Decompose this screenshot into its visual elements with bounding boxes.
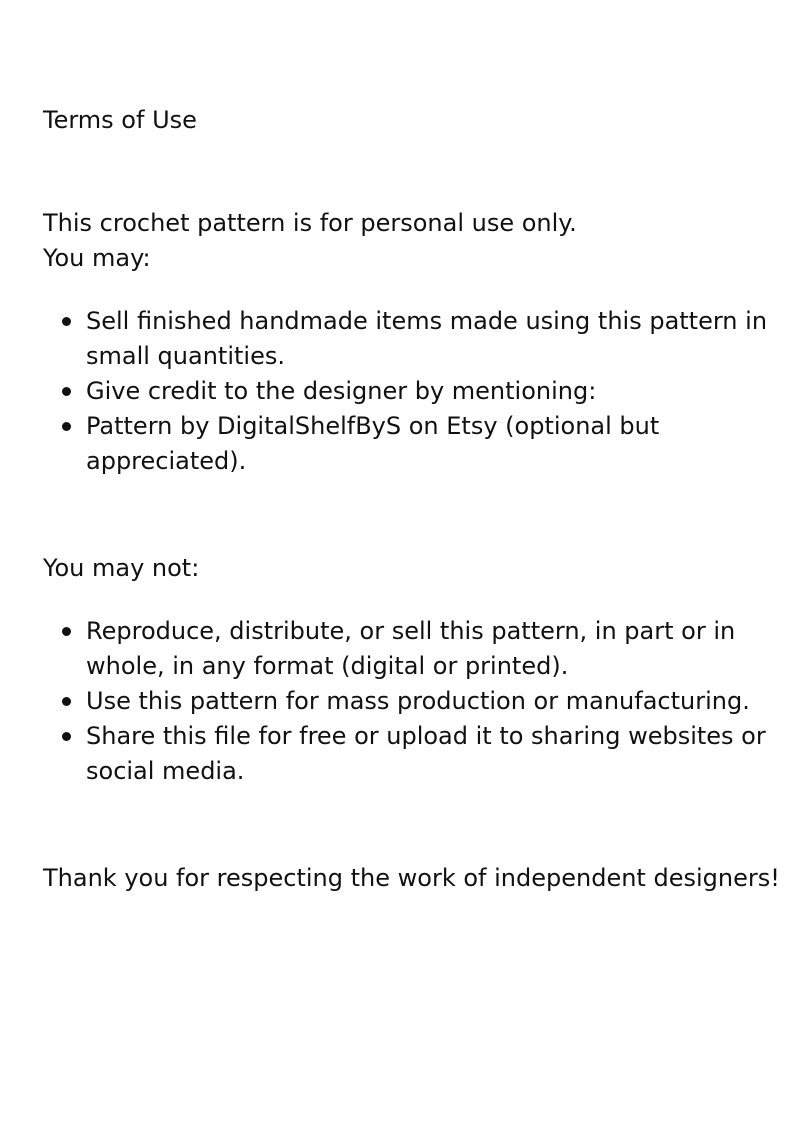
page-title: Terms of Use (43, 106, 197, 134)
closing-text: Thank you for respecting the work of independent designers! (43, 864, 780, 892)
intro-text: This crochet pattern is for personal use only. (43, 209, 577, 237)
spacer (43, 479, 783, 551)
document-page (43, 100, 783, 896)
list-item: Give credit to the designer by mentioning: (43, 374, 783, 409)
list-item: Sell finished handmade items made using this pattern in small quantities. (43, 304, 783, 374)
list-item: Reproduce, distribute, or sell this pattern, in part or in whole, in any format (digital or printed). (43, 614, 783, 684)
list-item: Share this file for free or upload it to sharing websites or social media. (43, 719, 783, 789)
spacer (43, 140, 783, 206)
may-not-heading: You may not: (43, 554, 200, 582)
spacer (43, 789, 783, 861)
may-list (43, 304, 783, 479)
spacer (43, 586, 783, 614)
may-heading: You may: (43, 244, 151, 272)
may-not-list (43, 614, 783, 789)
list-item: Use this pattern for mass production or manufacturing. (43, 684, 783, 719)
spacer (43, 276, 783, 304)
list-item: Pattern by DigitalShelfByS on Etsy (optional but appreciated). (43, 409, 783, 479)
